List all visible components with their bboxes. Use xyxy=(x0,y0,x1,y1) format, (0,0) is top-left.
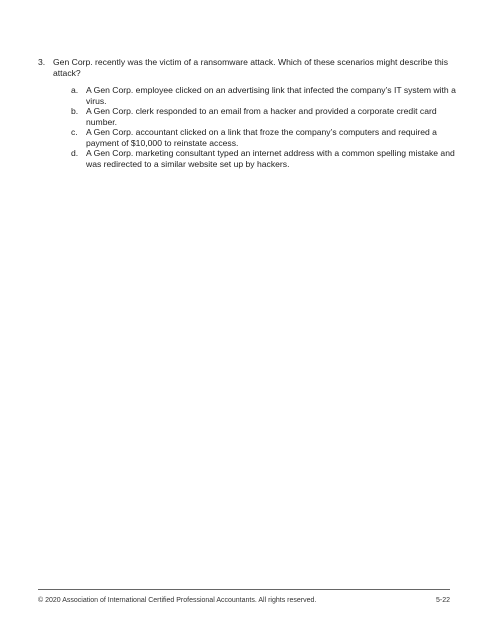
question-row xyxy=(38,57,456,78)
answer-option-b xyxy=(71,106,456,127)
answer-option-d xyxy=(71,148,456,169)
footer-divider xyxy=(38,589,450,590)
option-text: A Gen Corp. employee clicked on an advertising link that infected the company’s IT system with a virus. xyxy=(86,85,456,106)
page-footer xyxy=(38,596,450,605)
page-number: 5-22 xyxy=(435,597,450,604)
option-letter: d. xyxy=(71,148,79,158)
question-number: 3. xyxy=(38,57,46,67)
option-letter: c. xyxy=(71,127,78,137)
answer-option-c xyxy=(71,127,456,148)
option-letter: b. xyxy=(71,106,79,116)
option-text: A Gen Corp. accountant clicked on a link that froze the company’s computers and required a payment of $10,000 to reinstate access. xyxy=(86,127,437,148)
option-text: A Gen Corp. clerk responded to an email from a hacker and provided a corporate credit card number. xyxy=(86,106,437,127)
answer-option-a xyxy=(71,85,456,106)
question-block xyxy=(38,57,456,169)
question-text: Gen Corp. recently was the victim of a ransomware attack. Which of these scenarios might describe this attack? xyxy=(53,57,448,78)
option-text: A Gen Corp. marketing consultant typed an internet address with a common spelling mistake and was redirected to a similar website set up by hackers. xyxy=(86,148,455,169)
answer-options xyxy=(71,85,456,169)
option-letter: a. xyxy=(71,85,79,95)
copyright-notice: © 2020 Association of International Certified Professional Accountants. All rights reserved. xyxy=(38,597,317,604)
